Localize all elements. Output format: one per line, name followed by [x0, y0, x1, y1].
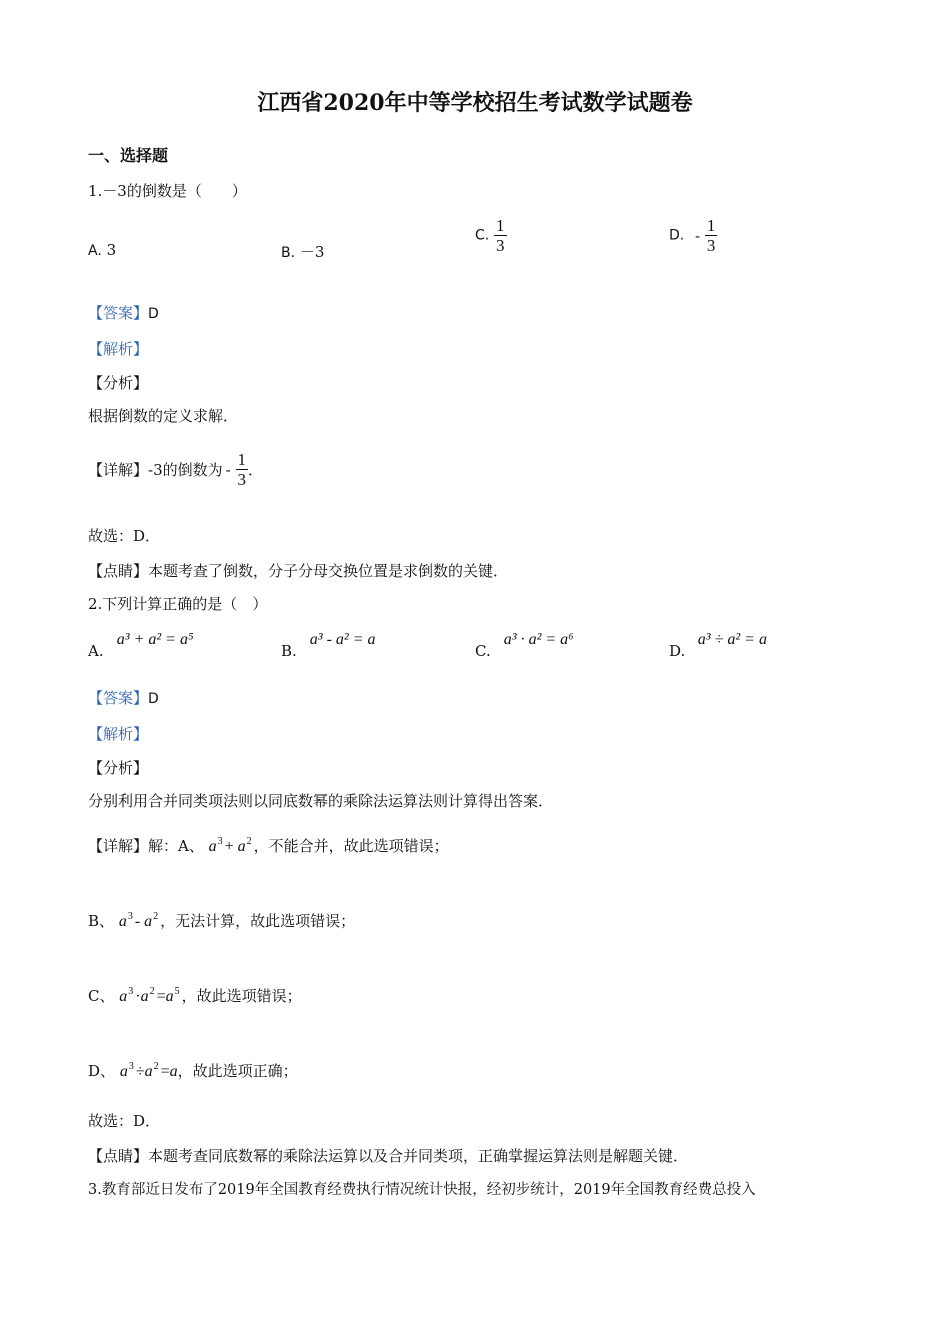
q2-option-d: [669, 630, 767, 660]
q2-fenxi-text: 分别利用合并同类项法则以同底数幂的乘除法运算法则计算得出答案．: [88, 792, 554, 810]
comment-tag: 【点睛】: [88, 1147, 149, 1165]
q1-detail: [88, 450, 263, 489]
comment-text: 本题考查了倒数，分子分母交换位置是求倒数的关键．: [148, 562, 509, 580]
q1-option-a-label: A.: [88, 243, 102, 259]
detail-a-suffix: ，不能合并，故此选项错误；: [253, 837, 449, 855]
answer-value: D: [148, 691, 159, 707]
q2-stem: 2.下列计算正确的是（ ）: [88, 595, 268, 613]
q1-option-c-label: C.: [475, 227, 490, 244]
detail-b-suffix: ，无法计算，故此选项错误；: [160, 912, 356, 930]
answer-tag: 【答案】: [88, 304, 149, 322]
detail-suffix: ．: [248, 461, 264, 479]
fraction-numerator: 1: [706, 216, 716, 235]
fraction-denominator: 3: [496, 236, 505, 255]
q2-option-b-expr: a³ - a² = a: [309, 631, 376, 648]
q2-option-a-label: A.: [88, 642, 104, 660]
q2-detail-b: [88, 910, 355, 931]
fraction-denominator: 3: [706, 236, 716, 255]
q2-option-b: [281, 630, 376, 660]
fraction-numerator: 1: [237, 450, 246, 469]
q1-option-d-label: D.: [669, 227, 685, 244]
q1-option-d-sign: -: [695, 226, 701, 245]
q1-choose: 故选：D．: [88, 527, 161, 545]
q1-fenxi-tag: 【分析】: [88, 374, 149, 392]
answer-tag: 【答案】: [88, 689, 149, 707]
q1-option-a-value: 3: [106, 241, 117, 259]
detail-c-suffix: ，故此选项错误；: [181, 987, 302, 1005]
q2-option-c: [475, 630, 574, 660]
q2-option-d-label: D.: [669, 642, 686, 660]
detail-a-prefix: 解：A、: [148, 837, 204, 855]
q2-fenxi-tag: 【分析】: [88, 759, 149, 777]
detail-d-suffix: ，故此选项正确；: [177, 1062, 298, 1080]
q2-choose: 故选：D．: [88, 1112, 161, 1130]
q2-option-c-label: C.: [475, 642, 491, 660]
q2-answer: [88, 687, 159, 708]
q2-option-a: [88, 630, 194, 660]
q2-option-a-expr: a³ + a² = a⁵: [116, 631, 194, 648]
comment-text: 本题考查同底数幂的乘除法运算以及合并同类项，正确掌握运算法则是解题关键．: [148, 1147, 689, 1165]
q1-stem: 1.－3的倒数是（ ）: [88, 182, 247, 200]
q2-detail-d: [88, 1060, 298, 1081]
detail-sign: -: [225, 460, 231, 479]
q1-option-d: [669, 216, 717, 255]
q2-option-b-label: B.: [281, 642, 297, 660]
page-title: 江西省2020年中等学校招生考试数学试题卷: [257, 90, 693, 116]
q1-option-b: [281, 241, 324, 262]
q1-option-c: [475, 216, 507, 255]
section-heading: 一、选择题: [88, 146, 169, 165]
q2-detail-c: [88, 985, 302, 1006]
fraction-denominator: 3: [237, 470, 246, 489]
q2-comment: [88, 1145, 688, 1166]
q1-analysis-tag: 【解析】: [88, 340, 149, 358]
fraction-numerator: 1: [496, 216, 505, 235]
detail-c-prefix: C、: [88, 987, 115, 1005]
detail-c-expr: $a^3 \cdot a^2 =a^5$: [119, 986, 180, 1005]
comment-tag: 【点睛】: [88, 562, 149, 580]
q1-comment: [88, 560, 508, 581]
q2-analysis-tag: 【解析】: [88, 725, 149, 743]
detail-tag: 【详解】: [88, 837, 149, 855]
detail-a-expr: $a^3 + a^2$: [208, 836, 252, 855]
q1-option-b-value: －3: [299, 243, 325, 261]
q1-option-a: [88, 241, 116, 259]
q2-option-c-expr: a³ · a² = a⁶: [503, 631, 574, 648]
detail-b-expr: $a^3 - a^2$: [118, 911, 159, 930]
q2-option-d-expr: a³ ÷ a² = a: [697, 631, 767, 648]
q1-fenxi-text: 根据倒数的定义求解．: [88, 407, 239, 425]
answer-value: D: [148, 306, 159, 322]
q2-detail-a: [88, 835, 449, 856]
q1-answer: [88, 302, 159, 323]
q3-stem: 3.教育部近日发布了2019年全国教育经费执行情况统计快报，经初步统计，2019年全国教育经费总投入: [88, 1182, 756, 1198]
q1-option-d-fraction: [705, 216, 718, 255]
q1-option-b-label: B.: [281, 245, 296, 261]
detail-b-prefix: B、: [88, 912, 115, 930]
detail-tag: 【详解】: [88, 461, 149, 479]
detail-d-expr: $a^3 \div a^2 =a$: [119, 1061, 178, 1080]
q1-option-c-fraction: [494, 216, 507, 255]
detail-prefix: -3的倒数为: [148, 461, 223, 479]
detail-d-prefix: D、: [88, 1062, 116, 1080]
detail-fraction: [236, 450, 249, 489]
